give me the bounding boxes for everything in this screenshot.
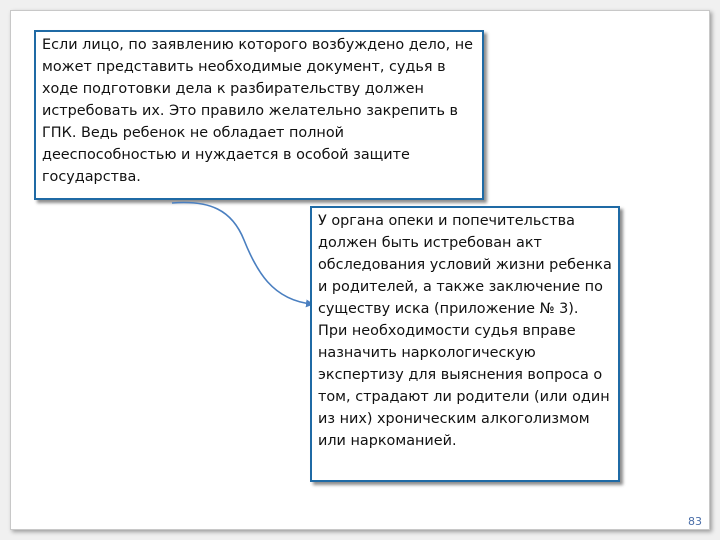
page-number: 83 <box>688 515 702 528</box>
text-box-left-content: Если лицо, по заявлению которого возбуждено дело, не может представить необходимые документ, судья в ходе подготовки дела к разбирательству должен истребовать их. Это правило желательно закрепить в ГПК. Ведь ребенок не обладает полной дееспособностью и нуждается в особой защите государства. <box>42 37 473 185</box>
connector-arrow-path <box>172 202 312 304</box>
text-box-right <box>310 206 620 482</box>
text-box-right-content: У органа опеки и попечительства должен быть истребован акт обследования условий жизни ребенка и родителей, а также заключение по существу иска (приложение № 3). При необходимости судья вправе назначить наркологическую экспертизу для выяснения вопроса о том, страдают ли родители (или один из них) хроническим алкоголизмом или наркоманией. <box>318 213 612 449</box>
